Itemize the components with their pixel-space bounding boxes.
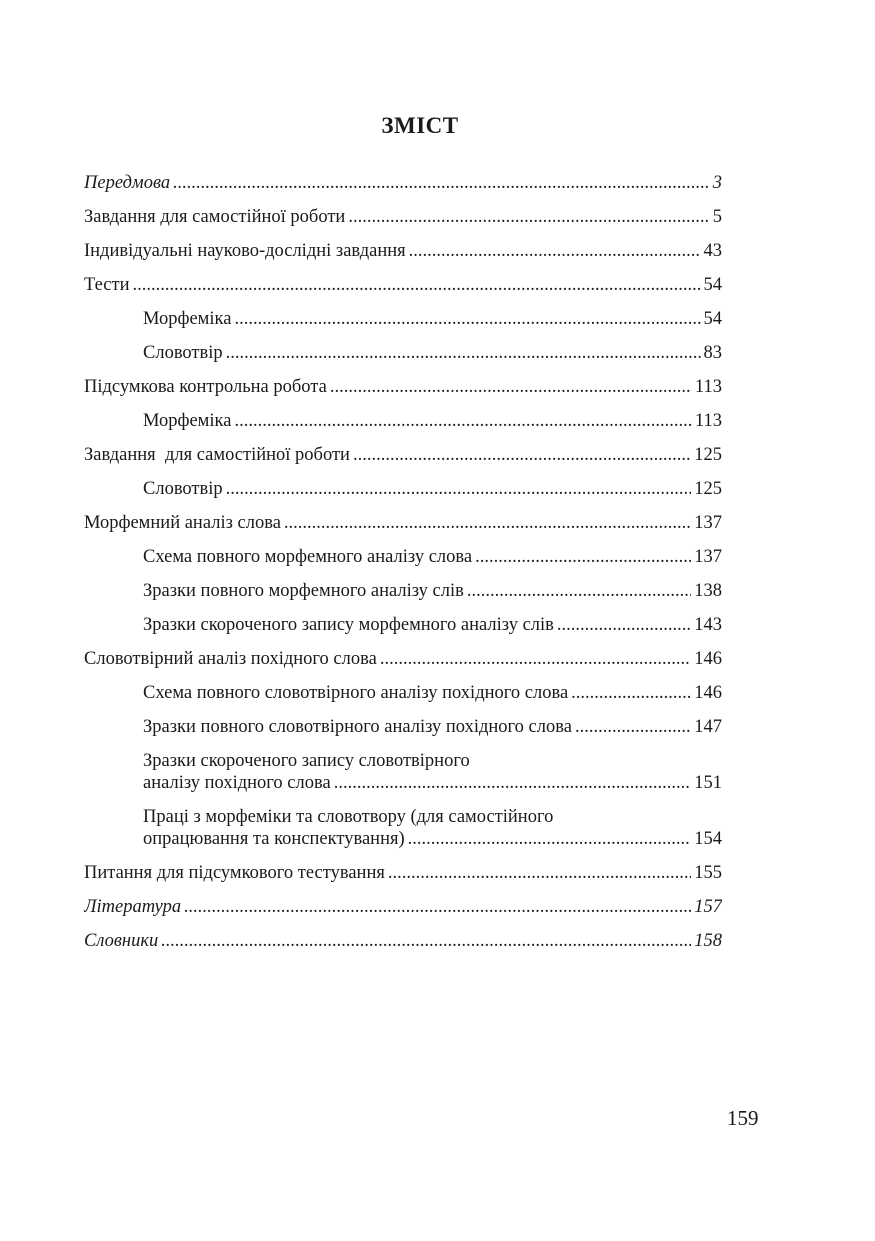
toc-entry-label: Зразки скороченого запису морфемного аналізу слів xyxy=(143,615,554,635)
dot-leader xyxy=(161,930,691,952)
dot-leader xyxy=(467,580,691,602)
dot-leader xyxy=(184,896,691,918)
toc-entry-research-tasks[interactable] xyxy=(84,240,722,262)
toc-entry-label: Завдання для самостійної роботи xyxy=(84,445,350,465)
toc-entry-page: 125 xyxy=(694,479,722,499)
toc-entry-bibliography-works[interactable] xyxy=(143,806,722,850)
toc-entry-label: Завдання для самостійної роботи xyxy=(84,207,346,227)
dot-leader xyxy=(557,614,691,636)
toc-entry-page: 113 xyxy=(694,377,722,397)
toc-entry-label: Передмова xyxy=(84,173,171,193)
toc-entry-label: Морфеміка xyxy=(143,411,232,431)
toc-entry-label: Морфеміка xyxy=(143,309,232,329)
toc-entry-page: 155 xyxy=(694,863,722,883)
dot-leader xyxy=(330,376,692,398)
toc-entry-label: Словники xyxy=(84,931,159,951)
toc-entry-derivational-examples[interactable] xyxy=(143,716,722,738)
toc-entry-page: 137 xyxy=(694,547,722,567)
toc-entry-page: 43 xyxy=(703,241,722,261)
toc-entry-label-line-2: аналізу похідного слова xyxy=(143,773,331,793)
toc-entry-label-line-1: Праці з морфеміки та словотвору (для самостійного xyxy=(143,807,554,827)
dot-leader xyxy=(380,648,691,670)
toc-entry-page: 5 xyxy=(712,207,722,227)
toc-entry-label: Література xyxy=(84,897,182,917)
toc-entry-tests-word-formation[interactable] xyxy=(143,342,722,364)
toc-entry-morphemic-short[interactable] xyxy=(143,614,722,636)
toc-entry-label: Морфемний аналіз слова xyxy=(84,513,281,533)
toc-entry-final-morphemics[interactable] xyxy=(143,410,722,432)
toc-entry-self-study-word-formation[interactable] xyxy=(143,478,722,500)
toc-entry-dictionaries[interactable] xyxy=(84,930,722,952)
toc-entry-label: Словотвірний аналіз похідного слова xyxy=(84,649,377,669)
toc-entry-page: 146 xyxy=(694,683,722,703)
toc-entry-page: 146 xyxy=(694,649,722,669)
toc-entry-derivational-analysis[interactable] xyxy=(84,648,722,670)
toc-entry-derivational-scheme[interactable] xyxy=(143,682,722,704)
toc-entry-page: 157 xyxy=(694,897,722,917)
toc-entry-final-questions[interactable] xyxy=(84,862,722,884)
toc-entry-page: 138 xyxy=(694,581,722,601)
dot-leader xyxy=(571,682,691,704)
dot-leader xyxy=(408,828,692,850)
page-title: ЗМІСТ xyxy=(381,113,459,138)
dot-leader xyxy=(334,772,692,794)
toc-entry-label: Схема повного морфемного аналізу слова xyxy=(143,547,473,567)
dot-leader xyxy=(234,308,700,330)
toc-entry-preface[interactable] xyxy=(84,172,722,194)
page-number: 159 xyxy=(727,1106,759,1130)
toc-entry-derivational-short[interactable] xyxy=(143,750,722,794)
toc-entry-page: 3 xyxy=(712,173,722,193)
toc-entry-page: 113 xyxy=(694,411,722,431)
toc-entry-page: 137 xyxy=(694,513,722,533)
dot-leader xyxy=(226,478,692,500)
dot-leader xyxy=(234,410,691,432)
toc-entry-label-line-1: Зразки скороченого запису словотвірного xyxy=(143,751,470,771)
toc-entry-label-line-2: опрацювання та конспектування) xyxy=(143,829,405,849)
toc-entry-morphemic-examples[interactable] xyxy=(143,580,722,602)
toc-entry-label: Схема повного словотвірного аналізу похідного слова xyxy=(143,683,569,703)
toc-entry-label: Підсумкова контрольна робота xyxy=(84,377,327,397)
dot-leader xyxy=(409,240,701,262)
toc-entry-label: Словотвір xyxy=(143,479,223,499)
toc-entry-page: 154 xyxy=(694,829,722,849)
dot-leader xyxy=(475,546,691,568)
toc-entry-final-test[interactable] xyxy=(84,376,722,398)
toc-entry-page: 147 xyxy=(694,717,722,737)
toc-entry-self-study[interactable] xyxy=(84,206,722,228)
dot-leader xyxy=(388,862,691,884)
dot-leader xyxy=(348,206,709,228)
toc-entry-label: Тести xyxy=(84,275,130,295)
toc-entry-label: Зразки повного морфемного аналізу слів xyxy=(143,581,464,601)
toc-entry-label: Зразки повного словотвірного аналізу похідного слова xyxy=(143,717,572,737)
toc-entry-self-study-2[interactable] xyxy=(84,444,722,466)
dot-leader xyxy=(575,716,691,738)
toc-entry-morphemic-scheme[interactable] xyxy=(143,546,722,568)
toc-entry-page: 158 xyxy=(694,931,722,951)
toc-entry-label: Індивідуальні науково-дослідні завдання xyxy=(84,241,406,261)
toc-entry-morphemic-analysis[interactable] xyxy=(84,512,722,534)
toc-entry-page: 54 xyxy=(703,309,722,329)
toc-entry-label: Словотвір xyxy=(143,343,223,363)
toc-entry-tests[interactable] xyxy=(84,274,722,296)
toc-entry-page: 143 xyxy=(694,615,722,635)
toc-entry-page: 125 xyxy=(694,445,722,465)
dot-leader xyxy=(353,444,691,466)
toc-entry-literature[interactable] xyxy=(84,896,722,918)
toc-entry-page: 83 xyxy=(703,343,722,363)
dot-leader xyxy=(226,342,701,364)
toc-entry-tests-morphemics[interactable] xyxy=(143,308,722,330)
toc-entry-label: Питання для підсумкового тестування xyxy=(84,863,385,883)
dot-leader xyxy=(132,274,700,296)
toc-entry-page: 54 xyxy=(703,275,722,295)
table-of-contents xyxy=(84,172,722,952)
toc-entry-page: 151 xyxy=(694,773,722,793)
dot-leader xyxy=(284,512,691,534)
dot-leader xyxy=(173,172,710,194)
